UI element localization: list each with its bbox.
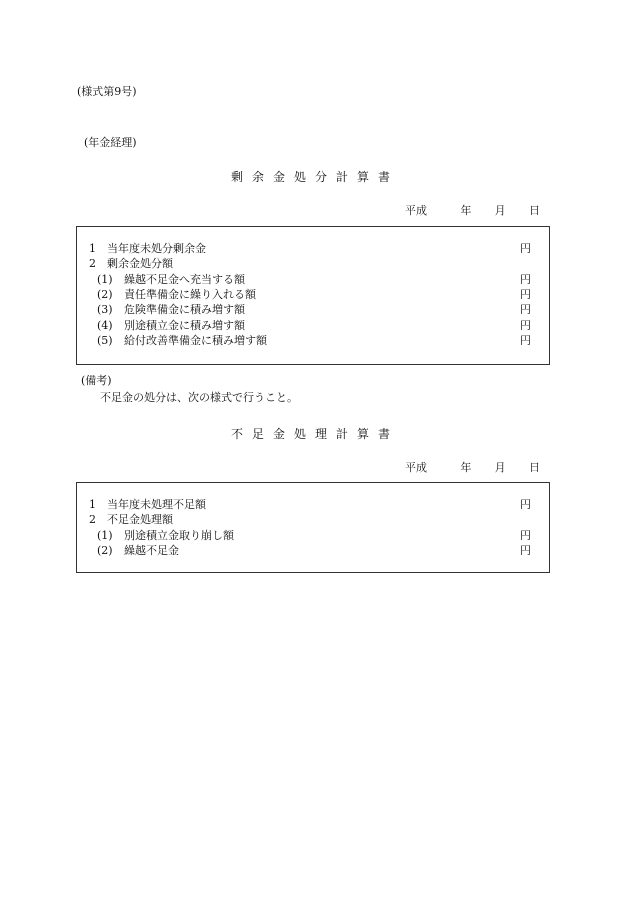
deficit-table	[76, 482, 550, 573]
row-unit: 円	[520, 334, 531, 347]
row-label: 給付改善準備金に積み増す額	[124, 334, 267, 347]
accounting-category: (年金経理)	[84, 136, 137, 149]
surplus-date	[405, 204, 540, 218]
date-era: 平成	[405, 204, 427, 217]
row-unit: 円	[520, 319, 531, 332]
row-label: 別途積立金に積み増す額	[124, 319, 245, 332]
row-label: 繰越不足金へ充当する額	[124, 273, 245, 286]
date-era: 平成	[405, 461, 427, 474]
row-unit: 円	[520, 544, 531, 557]
table-row	[77, 302, 549, 317]
row-unit: 円	[520, 273, 531, 286]
date-year: 年	[460, 461, 472, 474]
table-row	[77, 528, 549, 543]
row-label: 不足金処理額	[107, 513, 173, 526]
row-label: 当年度未処理不足額	[107, 498, 206, 511]
row-unit: 円	[520, 498, 531, 511]
table-row	[77, 256, 549, 271]
row-unit: 円	[520, 288, 531, 301]
table-row	[77, 287, 549, 302]
row-unit: 円	[520, 529, 531, 542]
date-day: 日	[528, 204, 540, 217]
row-number: (1)	[97, 273, 113, 286]
row-number: 2	[89, 513, 96, 526]
remarks-text: 不足金の処分は、次の様式で行うこと。	[100, 391, 298, 404]
deficit-date	[405, 461, 540, 475]
row-unit: 円	[520, 242, 531, 255]
date-month: 月	[494, 204, 506, 217]
table-row	[77, 543, 549, 558]
row-number: 2	[89, 257, 96, 270]
date-month: 月	[494, 461, 506, 474]
row-number: (2)	[97, 544, 113, 557]
date-day: 日	[528, 461, 540, 474]
table-row	[77, 512, 549, 527]
row-label: 当年度未処分剰余金	[107, 242, 206, 255]
remarks-label: (備考)	[81, 374, 112, 387]
row-label: 剰余金処分額	[107, 257, 173, 270]
row-label: 危険準備金に積み増す額	[124, 303, 245, 316]
table-row	[77, 333, 549, 348]
row-label: 別途積立金取り崩し額	[124, 529, 234, 542]
row-number: 1	[89, 498, 96, 511]
surplus-table	[76, 226, 550, 365]
surplus-title: 剰余金処分計算書	[230, 170, 399, 184]
row-unit: 円	[520, 303, 531, 316]
table-row	[77, 272, 549, 287]
row-number: (3)	[97, 303, 113, 316]
deficit-title: 不足金処理計算書	[230, 427, 399, 441]
table-row	[77, 318, 549, 333]
form-number: (様式第9号)	[77, 85, 137, 98]
row-number: 1	[89, 242, 96, 255]
date-year: 年	[460, 204, 472, 217]
row-number: (4)	[97, 319, 113, 332]
table-row	[77, 241, 549, 256]
row-number: (1)	[97, 529, 113, 542]
row-number: (2)	[97, 288, 113, 301]
row-label: 繰越不足金	[124, 544, 179, 557]
row-number: (5)	[97, 334, 113, 347]
table-row	[77, 497, 549, 512]
row-label: 責任準備金に繰り入れる額	[124, 288, 256, 301]
